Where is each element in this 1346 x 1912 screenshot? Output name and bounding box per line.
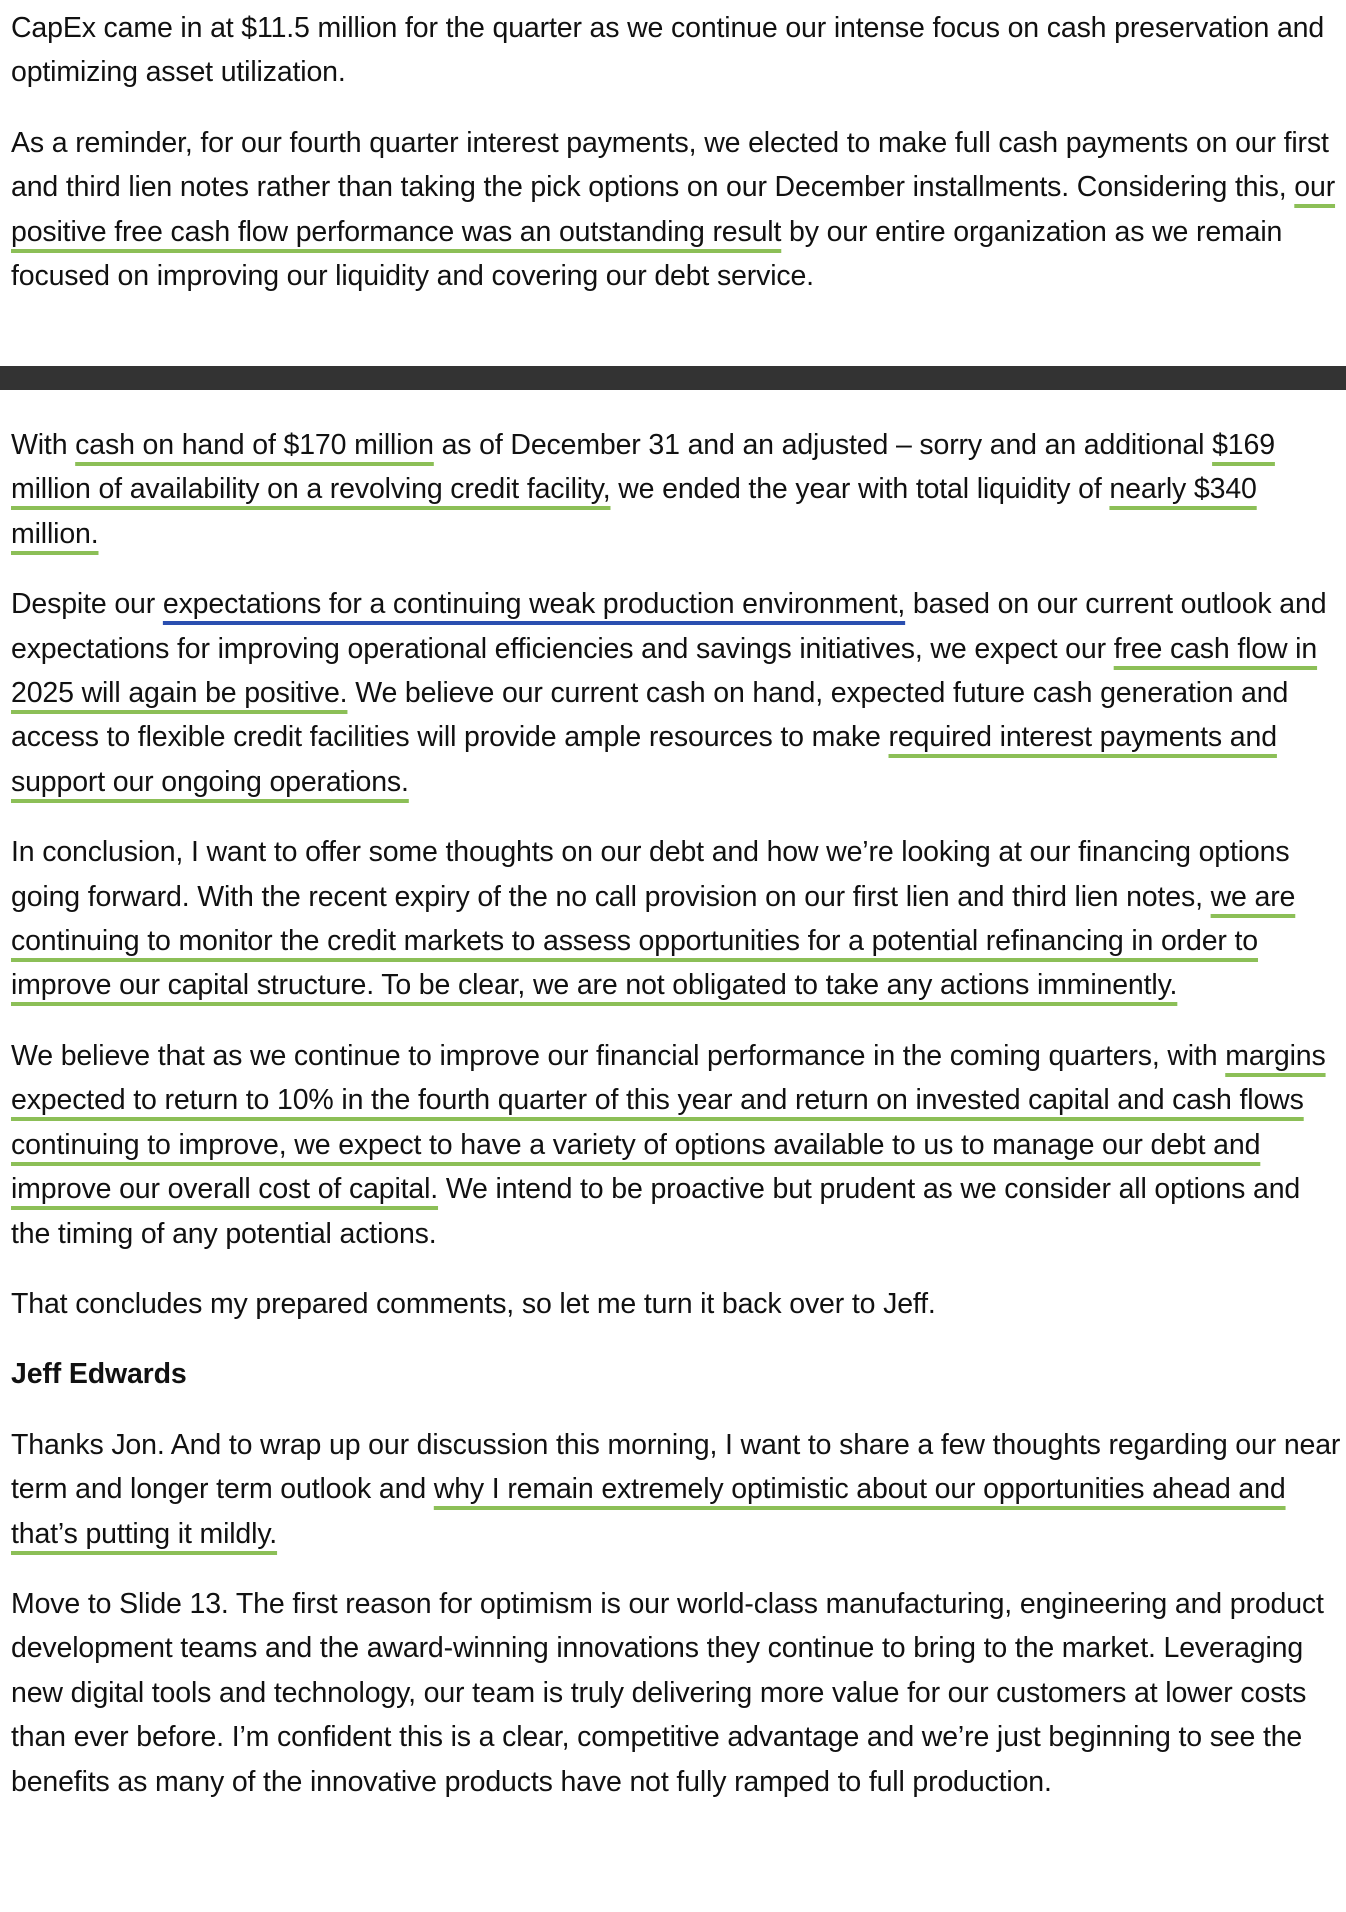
section-divider — [0, 366, 1346, 390]
paragraph-optimism — [11, 1423, 1341, 1556]
text-run: As a reminder, for our fourth quarter interest payments, we elected to make full cash payments on our first and third lien notes rather than taking the pick options on our December installments. Considering this, — [11, 126, 1329, 204]
paragraph-liquidity — [11, 423, 1341, 556]
text-run: we ended the year with total liquidity of — [610, 473, 1110, 506]
paragraph-capex: CapEx came in at $11.5 million for the quarter as we continue our intense focus on cash preservation and optimizing asset utilization. — [11, 12, 1325, 89]
text-run: We intend to be proactive but prudent as we consider all options and the timing of any potential actions. — [11, 1173, 1301, 1250]
paragraph-margins — [11, 1034, 1341, 1256]
highlight-green: required interest payments and support our ongoing operations. — [11, 721, 1277, 798]
text-run: based on our current outlook and expectations for improving operational efficiencies and savings initiatives, we expect our — [11, 588, 1327, 665]
text-run: With — [11, 429, 76, 461]
transcript-section-top — [11, 6, 1341, 324]
highlight-green: why I remain extremely optimistic about our opportunities ahead and that’s putting it mildly. — [11, 1473, 1286, 1550]
paragraph-slide-13: Move to Slide 13. The first reason for optimism is our world-class manufacturing, engineering and product development teams and the award-winning innovations they continue to bring to the market. Leveraging new digital tools and technology, our team is truly delivering more value for our customers at lower costs than ever before. I’m confident this is a clear, competitive advantage and we’re just beginning to see the benefits as many of the innovative products have not fully ramped to full production. — [11, 1587, 1324, 1798]
text-run: We believe our current cash on hand, expected future cash generation and access to flexible credit facilities will provide ample resources to make — [11, 677, 1289, 754]
highlight-green: nearly $340 million. — [11, 473, 1257, 550]
paragraph-free-cash-flow-outlook — [11, 582, 1341, 804]
highlight-blue: expectations for a continuing weak production environment, — [162, 588, 906, 621]
highlight-green: $169 million of availability on a revolving credit facility, — [11, 429, 1275, 506]
transcript-section-main — [11, 423, 1341, 1830]
highlight-green: we are continuing to monitor the credit markets to assess opportunities for a potential refinancing in order to improve our capital structure. To be clear, we are not obligated to take any actions imminently. — [11, 880, 1296, 1002]
highlight-green: margins expected to return to 10% in the fourth quarter of this year and return on invested capital and cash flows continuing to improve, we expect to have a variety of options available to us to manage our debt and improve our overall cost of capital. — [11, 1039, 1326, 1206]
text-run: Thanks Jon. And to wrap up our discussion this morning, I want to share a few thoughts regarding our near term and longer term outlook and — [11, 1428, 1341, 1506]
text-run: We believe that as we continue to improve our financial performance in the coming quarters, with — [11, 1039, 1226, 1072]
paragraph-conclusion: That concludes my prepared comments, so let me turn it back over to Jeff. — [11, 1287, 936, 1320]
highlight-green: cash on hand of $170 million — [75, 429, 434, 461]
speaker-name: Jeff Edwards — [11, 1358, 187, 1391]
text-run: In conclusion, I want to offer some thoughts on our debt and how we’re looking at our financing options going forward. With the recent expiry of the no call provision on our first lien and third lien notes, — [11, 836, 1290, 913]
text-run: Despite our — [11, 588, 163, 621]
paragraph-refinancing — [11, 830, 1341, 1008]
text-run: as of December 31 and an adjusted – sorry and an additional — [433, 429, 1213, 461]
highlight-green: our positive free cash flow performance was an outstanding result — [11, 171, 1336, 248]
highlight-green: free cash flow in 2025 will again be positive. — [11, 632, 1318, 710]
paragraph-interest-payments — [11, 121, 1341, 299]
text-run: by our entire organization as we remain focused on improving our liquidity and covering our debt service. — [11, 215, 1283, 293]
